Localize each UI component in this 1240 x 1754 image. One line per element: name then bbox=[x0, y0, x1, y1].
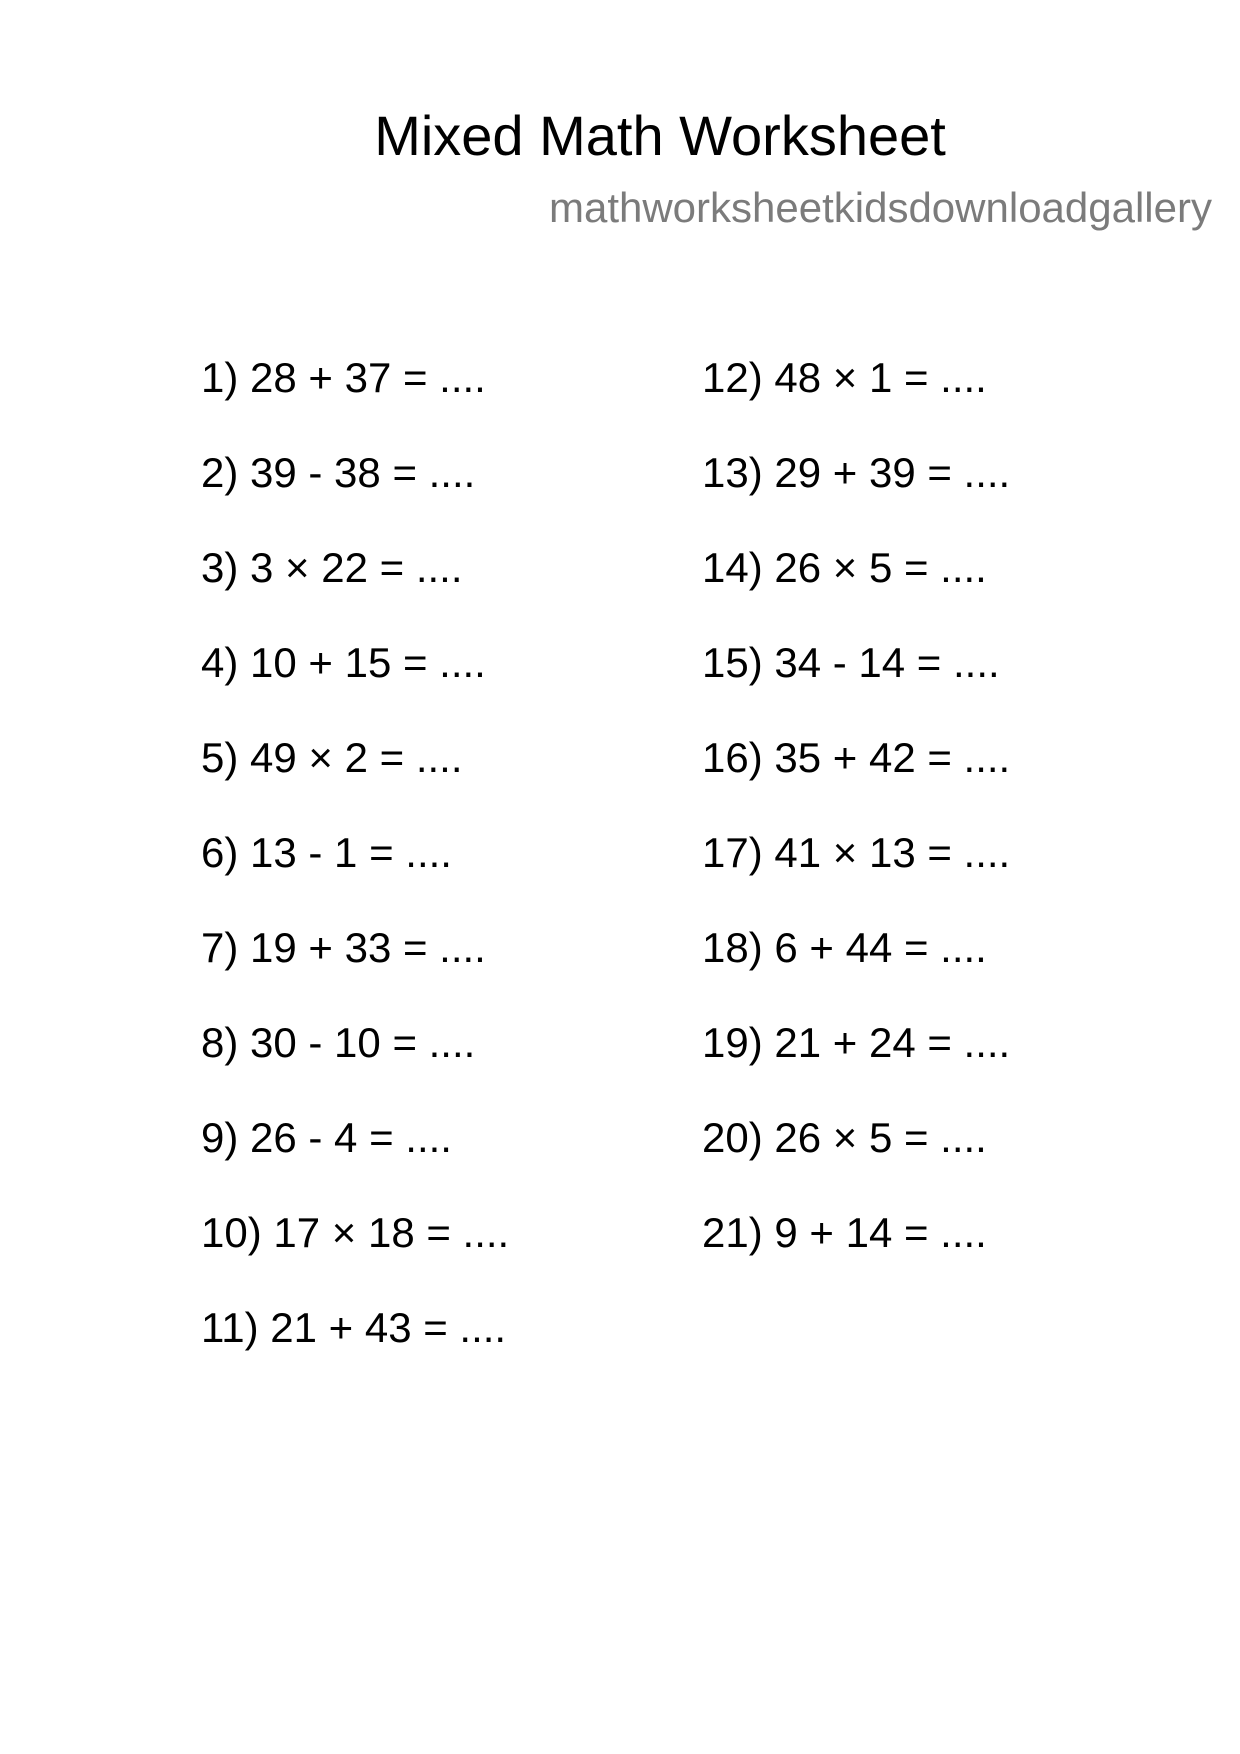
problem-6: 6) 13 - 1 = .... bbox=[201, 829, 452, 876]
problem-12: 12) 48 × 1 = .... bbox=[702, 354, 987, 401]
problem-8: 8) 30 - 10 = .... bbox=[201, 1019, 476, 1066]
problem-15: 15) 34 - 14 = .... bbox=[702, 639, 1000, 686]
problem-20: 20) 26 × 5 = .... bbox=[702, 1114, 987, 1161]
problem-3: 3) 3 × 22 = .... bbox=[201, 544, 463, 591]
problem-column-right bbox=[702, 348, 1010, 1298]
problem-14: 14) 26 × 5 = .... bbox=[702, 544, 987, 591]
worksheet-subtitle: mathworksheetkidsdownloadgallery bbox=[548, 184, 1212, 231]
problem-7: 7) 19 + 33 = .... bbox=[201, 924, 486, 971]
problem-21: 21) 9 + 14 = .... bbox=[702, 1209, 987, 1256]
problem-10: 10) 17 × 18 = .... bbox=[201, 1209, 510, 1256]
problem-4: 4) 10 + 15 = .... bbox=[201, 639, 486, 686]
problem-11: 11) 21 + 43 = .... bbox=[201, 1304, 507, 1351]
problem-16: 16) 35 + 42 = .... bbox=[702, 734, 1011, 781]
problem-2: 2) 39 - 38 = .... bbox=[201, 449, 476, 496]
problem-13: 13) 29 + 39 = .... bbox=[702, 449, 1011, 496]
problem-1: 1) 28 + 37 = .... bbox=[201, 354, 486, 401]
problem-17: 17) 41 × 13 = .... bbox=[702, 829, 1011, 876]
problem-5: 5) 49 × 2 = .... bbox=[201, 734, 463, 781]
problem-18: 18) 6 + 44 = .... bbox=[702, 924, 987, 971]
problem-9: 9) 26 - 4 = .... bbox=[201, 1114, 452, 1161]
problem-column-left bbox=[201, 348, 509, 1393]
problem-19: 19) 21 + 24 = .... bbox=[702, 1019, 1011, 1066]
worksheet-title: Mixed Math Worksheet bbox=[374, 104, 946, 167]
